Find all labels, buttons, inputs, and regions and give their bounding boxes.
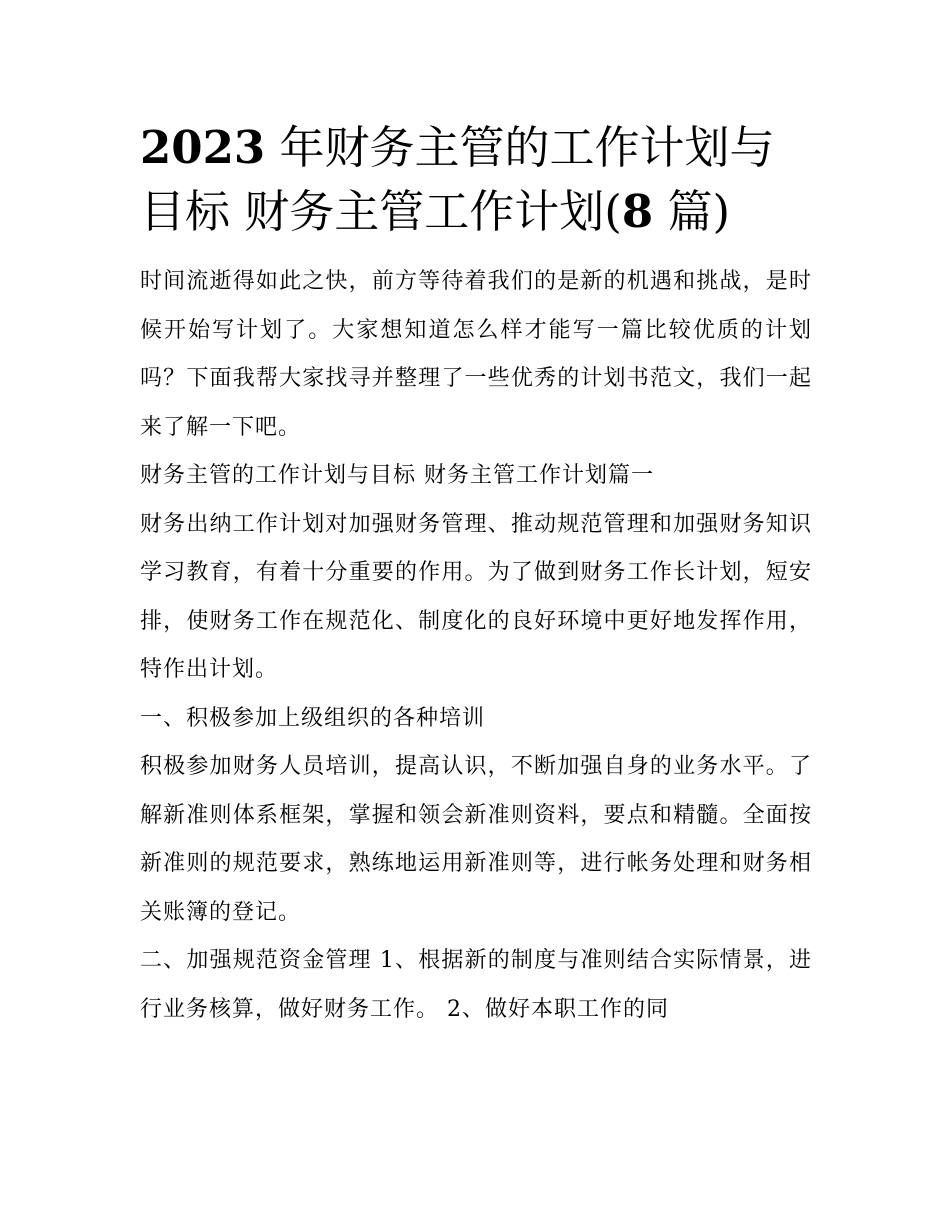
body-paragraph: 积极参加财务人员培训，提高认识，不断加强自身的业务水平。了解新准则体系框架，掌握和领会新准则资料，要点和精髓。全面按新准则的规范要求，熟练地运用新准则等，进行帐务处理和财务相关账簿的登记。 — [140, 754, 812, 925]
section-heading-funds: 二、加强规范资金管理 1、根据新的制度与准则结合实际情景，进行业务核算，做好财务工作。 2、做好本职工作的同 — [140, 948, 812, 1022]
document-title — [140, 116, 812, 244]
document-body — [140, 116, 812, 1034]
body-paragraph: 财务出纳工作计划对加强财务管理、推动规范管理和加强财务知识学习教育，有着十分重要的作用。为了做到财务工作长计划，短安排，使财务工作在规范化、制度化的良好环境中更好地发挥作用，特作出计划。 — [140, 511, 812, 682]
intro-paragraph: 时间流逝得如此之快，前方等待着我们的是新的机遇和挑战，是时候开始写计划了。大家想知道怎么样才能写一篇比较优质的计划吗？下面我帮大家找寻并整理了一些优秀的计划书范文，我们一起来了解一下吧。 — [140, 269, 812, 440]
title-suffix: 篇) — [653, 185, 731, 238]
title-count: 8 — [621, 185, 654, 238]
title-text: 年财务主管的工作计划与目标 财务主管工作计划( — [140, 121, 775, 238]
title-year: 2023 — [140, 121, 266, 174]
section-heading-training: 一、积极参加上级组织的各种培训 — [140, 705, 486, 731]
section-heading-plan-one: 财务主管的工作计划与目标 财务主管工作计划篇一 — [140, 463, 654, 488]
